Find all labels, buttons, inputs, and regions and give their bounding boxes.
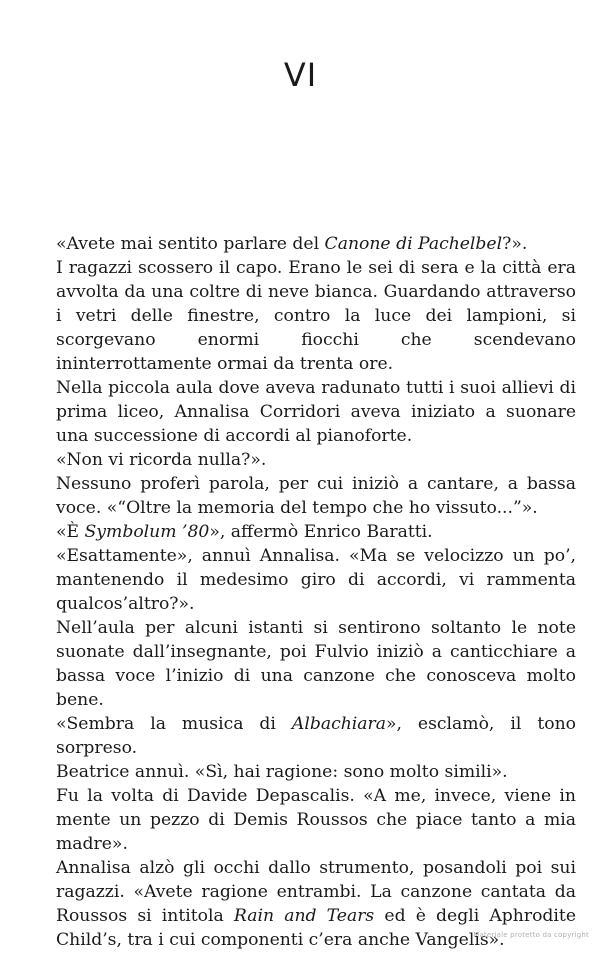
copyright-watermark: Materiale protetto da copyright bbox=[473, 931, 589, 939]
paragraph bbox=[56, 544, 576, 616]
paragraph bbox=[56, 616, 576, 712]
paragraph-text: Beatrice annuì. «Sì, hai ragione: sono molto simili». bbox=[56, 762, 508, 782]
paragraph bbox=[56, 520, 576, 544]
paragraph bbox=[56, 712, 576, 760]
paragraph bbox=[56, 448, 576, 472]
paragraph bbox=[56, 376, 576, 448]
paragraph-text: «Esattamente», annuì Annalisa. «Ma se velocizzo un po’, mantenendo il medesimo giro di accordi, vi rammenta qualcos’altro?». bbox=[56, 546, 576, 614]
paragraph-text: «Non vi ricorda nulla?». bbox=[56, 450, 267, 470]
paragraph-text: «Sembra la musica di bbox=[56, 714, 292, 734]
italic-title-text: Rain and Tears bbox=[233, 906, 375, 926]
paragraph-text: », affermò Enrico Baratti. bbox=[209, 522, 433, 542]
italic-title-text: Symbolum ’80 bbox=[84, 522, 210, 542]
paragraph-text: Annalisa alzò gli occhi dallo strumento, posandoli poi sui ragazzi. «Avete ragione entrambi. La canzone cantata da Roussos si intitola bbox=[56, 858, 576, 926]
paragraph-text: Nessuno proferì parola, per cui iniziò a cantare, a bassa voce. «“Oltre la memoria del tempo che ho vissuto...”». bbox=[56, 474, 576, 518]
italic-title-text: Canone di Pachelbel bbox=[324, 234, 503, 254]
paragraph-text: Nella piccola aula dove aveva radunato tutti i suoi allievi di prima liceo, Annalisa Corridori aveva iniziato a suonare una successione di accordi al pianoforte. bbox=[56, 378, 576, 446]
paragraph-text: I ragazzi scossero il capo. Erano le sei di sera e la città era avvolta da una coltre di neve bianca. Guardando attraverso i vetri delle finestre, contro la luce dei lampioni, si scorgevano enormi fiocchi che scendevano ininterrottamente ormai da trenta ore. bbox=[56, 258, 576, 374]
italic-title-text: Albachiara bbox=[291, 714, 386, 734]
paragraph-text: », esclamò, il tono sorpreso. bbox=[56, 714, 576, 758]
paragraph-text: ed è degli Aphrodite Child’s, tra i cui componenti c’era anche Vangelis». bbox=[56, 906, 577, 950]
paragraph bbox=[56, 232, 576, 256]
chapter-title: VI bbox=[283, 56, 318, 94]
paragraph bbox=[56, 784, 576, 856]
paragraph-text: Nell’aula per alcuni istanti si sentirono soltanto le note suonate dall’insegnante, poi Fulvio iniziò a canticchiare a bassa voce l’inizio di una canzone che conosceva molto bene. bbox=[56, 618, 576, 710]
paragraph-text: ?». bbox=[502, 234, 528, 254]
paragraph bbox=[56, 472, 576, 520]
paragraph-text: «È bbox=[56, 522, 85, 542]
paragraph-text: «Avete mai sentito parlare del bbox=[56, 234, 325, 254]
paragraph bbox=[56, 760, 576, 784]
paragraph-text: Fu la volta di Davide Depascalis. «A me, invece, viene in mente un pezzo di Demis Roussos che piace tanto a mia madre». bbox=[56, 786, 576, 854]
chapter-body-text bbox=[56, 232, 576, 952]
paragraph bbox=[56, 256, 576, 376]
